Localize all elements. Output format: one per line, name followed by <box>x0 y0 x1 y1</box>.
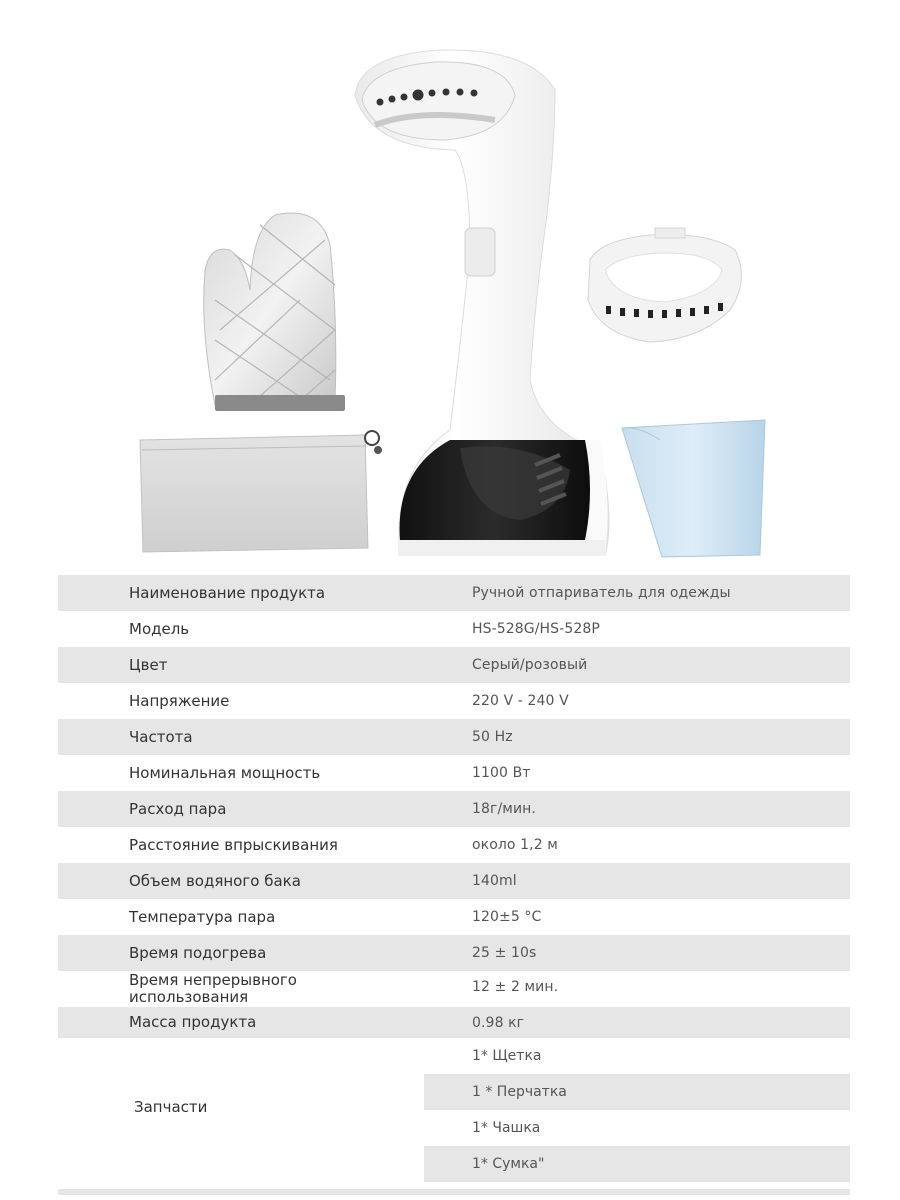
part-item-text: 1 * Перчатка <box>472 1084 567 1100</box>
part-item <box>424 1038 850 1074</box>
spec-value: 1100 Вт <box>472 765 531 781</box>
spec-label: Частота <box>129 727 193 746</box>
spec-label: Время непрерывного использования <box>129 971 297 1006</box>
spec-value: 50 Hz <box>472 729 513 745</box>
spec-value: Ручной отпариватель для одежды <box>472 585 731 601</box>
product-illustration <box>0 0 900 575</box>
spec-value: Серый/розовый <box>472 657 588 673</box>
spec-value: 12 ± 2 мин. <box>472 979 559 995</box>
spec-row-continuous-use <box>58 971 850 1007</box>
brush-icon <box>588 228 741 342</box>
part-item-text: 1* Щетка <box>472 1048 542 1064</box>
glove-icon <box>204 213 345 411</box>
part-item <box>424 1110 850 1146</box>
bag-icon <box>140 431 382 552</box>
spec-label: Масса продукта <box>129 1013 257 1031</box>
spec-row-spray-distance <box>58 827 850 863</box>
spec-value: HS-528G/HS-528P <box>472 621 600 637</box>
spec-label: Номинальная мощность <box>129 763 321 782</box>
spec-row-model <box>58 611 850 647</box>
spec-row-parts <box>58 1038 850 1182</box>
spec-value: около 1,2 м <box>472 837 558 853</box>
spec-row-steam-temp <box>58 899 850 935</box>
table-bottom-border <box>58 1189 850 1195</box>
spec-label: Температура пара <box>129 907 276 926</box>
parts-label: Запчасти <box>134 1098 208 1116</box>
spec-value: 140ml <box>472 873 517 889</box>
spec-label: Модель <box>129 619 190 638</box>
spec-label: Напряжение <box>129 691 230 710</box>
product-image <box>0 0 900 575</box>
cup-icon <box>622 420 765 557</box>
spec-value: 120±5 °C <box>472 909 542 925</box>
spec-label: Цвет <box>129 655 168 674</box>
spec-row-voltage <box>58 683 850 719</box>
spec-label: Объем водяного бака <box>129 871 301 890</box>
spec-row-color <box>58 647 850 683</box>
spec-label: Наименование продукта <box>129 583 326 602</box>
spec-row-frequency <box>58 719 850 755</box>
spec-row-weight <box>58 1007 850 1038</box>
part-item-text: 1* Сумка" <box>472 1156 545 1172</box>
spec-value: 0.98 кг <box>472 1014 525 1031</box>
spec-value: 18г/мин. <box>472 801 536 817</box>
spec-table <box>58 575 850 1182</box>
spec-label: Расход пара <box>129 799 227 818</box>
spec-row-steam-rate <box>58 791 850 827</box>
part-item-text: 1* Чашка <box>472 1120 541 1136</box>
part-item <box>424 1146 850 1182</box>
spec-value: 220 V - 240 V <box>472 693 569 709</box>
spec-row-tank-volume <box>58 863 850 899</box>
spec-label: Время подогрева <box>129 943 267 962</box>
spec-label: Расстояние впрыскивания <box>129 835 338 854</box>
spec-value: 25 ± 10s <box>472 945 537 961</box>
spec-row-power <box>58 755 850 791</box>
steamer-icon <box>355 50 609 556</box>
spec-row-heatup-time <box>58 935 850 971</box>
spec-row-name <box>58 575 850 611</box>
part-item <box>424 1074 850 1110</box>
